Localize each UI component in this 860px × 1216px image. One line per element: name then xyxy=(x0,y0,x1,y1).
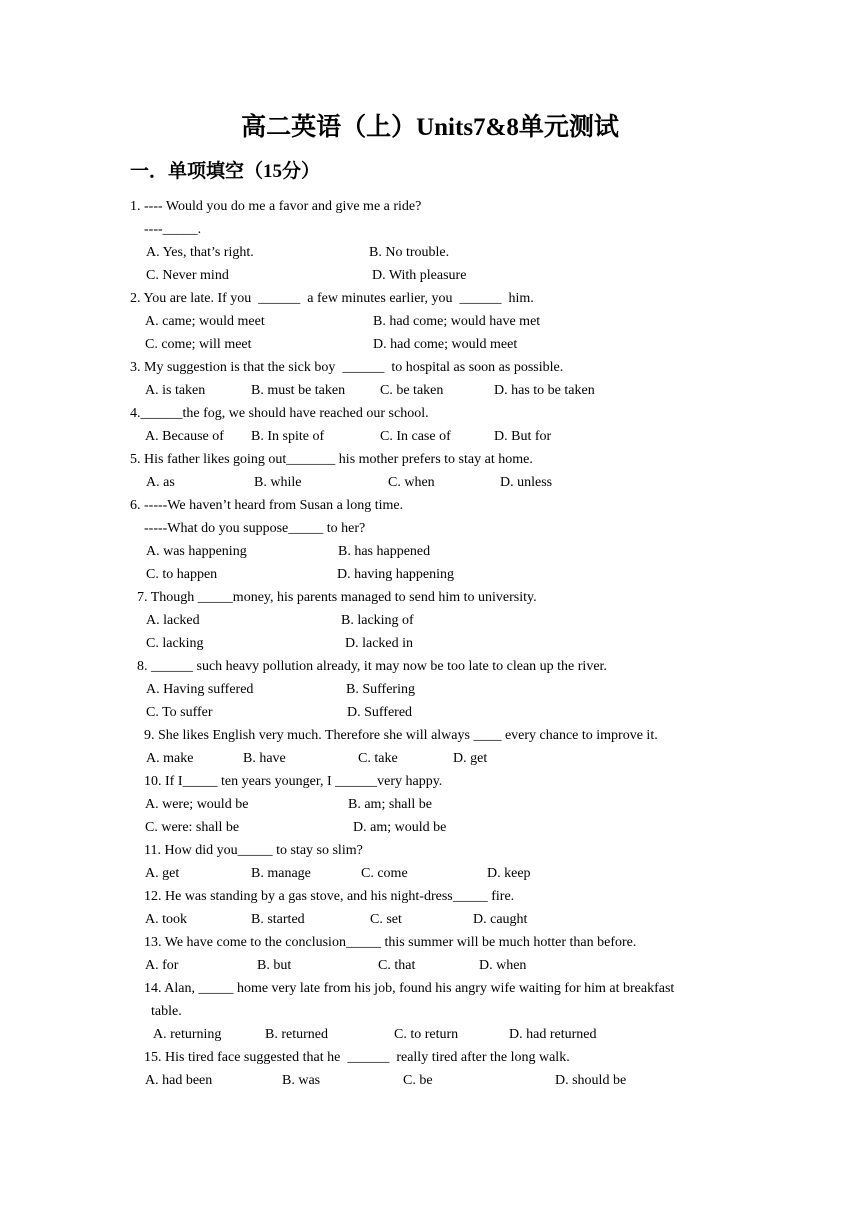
answer-option: C. come; will meet xyxy=(145,337,252,352)
option-row xyxy=(130,425,730,448)
question-stem: 8. ______ such heavy pollution already, it may now be too late to clean up the river. xyxy=(130,659,607,674)
question-stem: 14. Alan, _____ home very late from his job, found his angry wife waiting for him at breakfast xyxy=(130,981,675,996)
question-stem: 15. His tired face suggested that he ______ really tired after the long walk. xyxy=(130,1050,570,1065)
answer-option: A. came; would meet xyxy=(145,314,265,329)
option-row xyxy=(130,379,730,402)
answer-option: D. had come; would meet xyxy=(373,337,518,352)
answer-option: A. Having suffered xyxy=(146,682,254,697)
question-item xyxy=(130,494,730,586)
answer-option: D. when xyxy=(479,958,527,973)
answer-option: B. manage xyxy=(251,866,311,881)
answer-option: C. To suffer xyxy=(146,705,213,720)
answer-option: C. to happen xyxy=(146,567,218,582)
answer-option: A. for xyxy=(145,958,179,973)
answer-option: B. No trouble. xyxy=(369,245,450,260)
answer-option: A. as xyxy=(146,475,175,490)
answer-option: B. have xyxy=(243,751,286,766)
answer-option: B. Suffering xyxy=(346,682,415,697)
answer-option: C. lacking xyxy=(146,636,204,651)
answer-option: C. be xyxy=(403,1073,433,1088)
option-row xyxy=(130,678,730,701)
answer-option: B. In spite of xyxy=(251,429,325,444)
document-title: 高二英语（上）Units7&8单元测试 xyxy=(241,114,619,141)
option-row xyxy=(130,954,730,977)
question-stem: 5. His father likes going out_______ his mother prefers to stay at home. xyxy=(130,452,533,467)
answer-option: C. were: shall be xyxy=(145,820,240,835)
question-item xyxy=(130,931,730,977)
answer-option: B. returned xyxy=(265,1027,328,1042)
answer-option: D. keep xyxy=(487,866,531,881)
answer-option: C. be taken xyxy=(380,383,444,398)
answer-option: D. has to be taken xyxy=(494,383,595,398)
question-item xyxy=(130,287,730,356)
question-item xyxy=(130,770,730,839)
answer-option: A. get xyxy=(145,866,180,881)
answer-option: C. when xyxy=(388,475,435,490)
option-row xyxy=(130,563,730,586)
option-row xyxy=(130,1069,730,1092)
answer-option: A. had been xyxy=(145,1073,213,1088)
answer-option: D. caught xyxy=(473,912,528,927)
question-item xyxy=(130,195,730,287)
question-item xyxy=(130,1046,730,1092)
answer-option: D. lacked in xyxy=(345,636,414,651)
answer-option: B. has happened xyxy=(338,544,431,559)
answer-option: A. took xyxy=(145,912,187,927)
answer-option: B. must be taken xyxy=(251,383,346,398)
answer-option: B. while xyxy=(254,475,302,490)
answer-option: B. am; shall be xyxy=(348,797,432,812)
question-stem: 13. We have come to the conclusion_____ this summer will be much hotter than before. xyxy=(130,935,637,950)
question-stem: 4.______the fog, we should have reached our school. xyxy=(130,406,429,421)
question-stem: 6. -----We haven’t heard from Susan a long time. xyxy=(130,498,404,513)
answer-option: C. In case of xyxy=(380,429,451,444)
answer-option: D. should be xyxy=(555,1073,627,1088)
question-item xyxy=(130,839,730,885)
answer-option: C. take xyxy=(358,751,398,766)
answer-option: B. was xyxy=(282,1073,321,1088)
question-stem-continued: ----_____. xyxy=(130,222,202,237)
option-row xyxy=(130,793,730,816)
question-stem: 1. ---- Would you do me a favor and give me a ride? xyxy=(130,199,422,214)
option-row xyxy=(130,264,730,287)
answer-option: A. were; would be xyxy=(145,797,249,812)
answer-option: C. to return xyxy=(394,1027,459,1042)
option-row xyxy=(130,747,730,770)
answer-option: C. that xyxy=(378,958,416,973)
option-row xyxy=(130,333,730,356)
answer-option: D. Suffered xyxy=(347,705,413,720)
question-stem: 10. If I_____ ten years younger, I ______very happy. xyxy=(130,774,443,789)
option-row xyxy=(130,310,730,333)
question-stem: 3. My suggestion is that the sick boy ______ to hospital as soon as possible. xyxy=(130,360,564,375)
question-item xyxy=(130,586,730,655)
option-row xyxy=(130,471,730,494)
question-item xyxy=(130,655,730,724)
question-stem-continued: table. xyxy=(130,1004,182,1019)
question-stem: 9. She likes English very much. Therefore she will always ____ every chance to improve it. xyxy=(130,728,658,743)
question-stem: 12. He was standing by a gas stove, and his night-dress_____ fire. xyxy=(130,889,515,904)
answer-option: D. get xyxy=(453,751,488,766)
question-stem: 11. How did you_____ to stay so slim? xyxy=(130,843,363,858)
question-stem: 2. You are late. If you ______ a few minutes earlier, you ______ him. xyxy=(130,291,534,306)
section-heading: 一．单项填空（15分） xyxy=(130,161,321,182)
answer-option: A. lacked xyxy=(146,613,200,628)
question-stem: 7. Though _____money, his parents managed to send him to university. xyxy=(130,590,537,605)
option-row xyxy=(130,540,730,563)
answer-option: D. had returned xyxy=(509,1027,597,1042)
answer-option: A. Yes, that’s right. xyxy=(146,245,254,260)
answer-option: B. had come; would have met xyxy=(373,314,541,329)
answer-option: A. was happening xyxy=(146,544,247,559)
answer-option: D. having happening xyxy=(337,567,455,582)
question-item xyxy=(130,402,730,448)
answer-option: D. With pleasure xyxy=(372,268,467,283)
answer-option: B. lacking of xyxy=(341,613,414,628)
option-row xyxy=(130,609,730,632)
answer-option: A. make xyxy=(146,751,194,766)
question-stem-continued: -----What do you suppose_____ to her? xyxy=(130,521,366,536)
option-row xyxy=(130,241,730,264)
option-row xyxy=(130,862,730,885)
question-item xyxy=(130,977,730,1046)
answer-option: A. is taken xyxy=(145,383,206,398)
answer-option: D. But for xyxy=(494,429,552,444)
answer-option: A. returning xyxy=(153,1027,222,1042)
question-item xyxy=(130,885,730,931)
question-item xyxy=(130,356,730,402)
option-row xyxy=(130,632,730,655)
option-row xyxy=(130,701,730,724)
answer-option: B. but xyxy=(257,958,292,973)
question-list xyxy=(130,195,730,1092)
question-item xyxy=(130,724,730,770)
answer-option: D. unless xyxy=(500,475,553,490)
answer-option: C. come xyxy=(361,866,408,881)
option-row xyxy=(130,1023,730,1046)
answer-option: D. am; would be xyxy=(353,820,447,835)
option-row xyxy=(130,816,730,839)
answer-option: A. Because of xyxy=(145,429,224,444)
answer-option: C. set xyxy=(370,912,402,927)
answer-option: B. started xyxy=(251,912,305,927)
answer-option: C. Never mind xyxy=(146,268,229,283)
question-item xyxy=(130,448,730,494)
option-row xyxy=(130,908,730,931)
